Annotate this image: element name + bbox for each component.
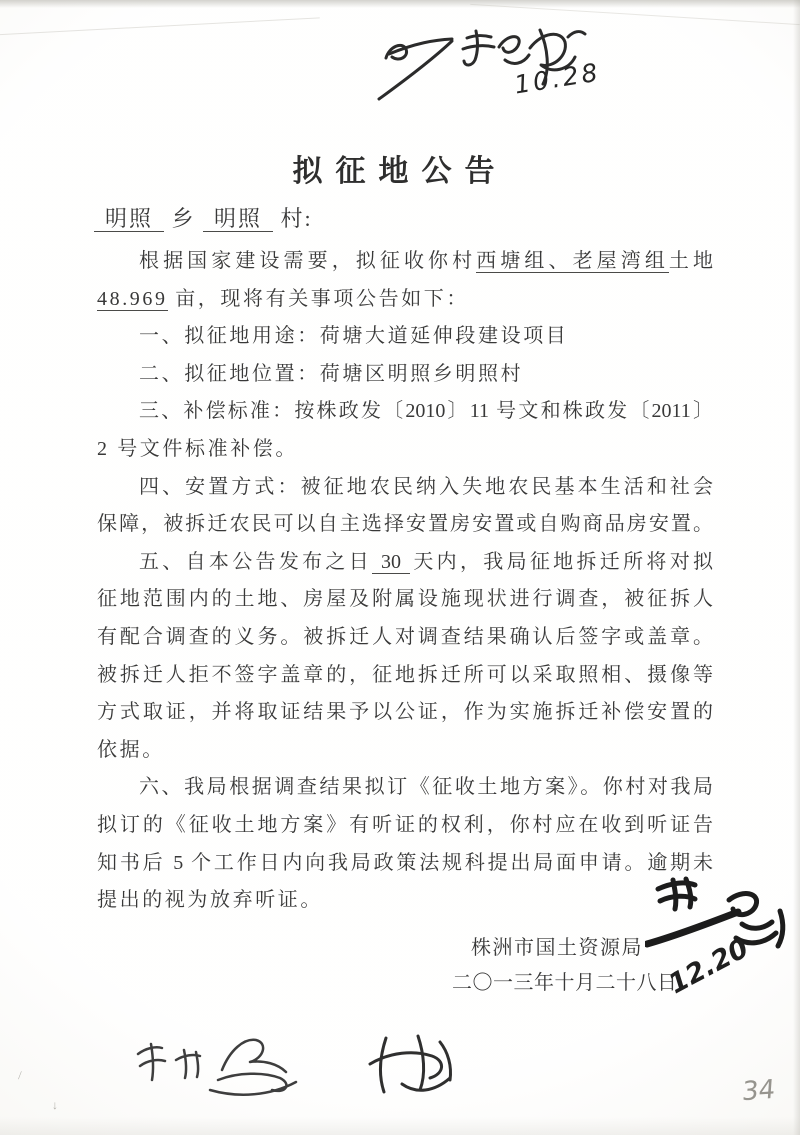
text-segment: 天内，我局征地拆迁所将对拟	[410, 550, 714, 573]
body-line	[97, 807, 713, 845]
body-line	[97, 356, 713, 394]
body-line	[97, 431, 713, 469]
underlined-text: 明照	[203, 206, 273, 232]
body-line	[97, 694, 713, 732]
body-line	[97, 506, 713, 544]
body-line	[97, 769, 713, 807]
body-line	[97, 318, 713, 356]
handwritten-date-note: 10.28	[512, 57, 603, 100]
body-line	[97, 243, 713, 281]
salutation-line	[94, 202, 313, 233]
pencil-mark: ↓	[52, 1098, 58, 1112]
paper-crease	[0, 17, 320, 35]
text-segment: 三、补偿标准：按株政发〔2010〕11 号文和株政发〔2011〕	[139, 400, 713, 423]
page-number: 34	[740, 1074, 777, 1108]
text-segment: 一、拟征地用途：荷塘大道延伸段建设项目	[139, 325, 569, 348]
text-segment: 保障，被拆迁农民可以自主选择安置房安置或自购商品房安置。	[97, 513, 713, 536]
text-segment: 被拆迁人拒不签字盖章的，征地拆迁所可以采取照相、摄像等	[97, 663, 713, 686]
text-segment: 拟订的《征收土地方案》有听证的权利，你村应在收到听证告	[97, 813, 713, 836]
body-line	[97, 281, 713, 319]
handwritten-approval-note	[645, 872, 797, 1004]
underlined-text: 30	[372, 551, 410, 574]
issue-date: 二〇一三年十月二十八日	[452, 972, 678, 994]
text-segment: 五、自本公告发布之日	[139, 550, 373, 573]
body-line	[97, 581, 713, 619]
body-line	[97, 393, 713, 431]
underlined-text: 西塘组、老屋湾组	[476, 250, 669, 272]
text-segment: 土地	[668, 250, 714, 272]
body-line	[97, 657, 713, 695]
text-segment: 依据。	[97, 738, 165, 761]
scan-bottom-smudge	[0, 1117, 800, 1135]
issuing-authority: 株洲市国土资源局	[471, 937, 643, 959]
handwritten-signature-middle	[358, 1030, 468, 1100]
body-line	[97, 469, 713, 507]
body-line	[97, 619, 713, 657]
body-line	[97, 732, 713, 770]
text-segment: 四、安置方式：被征地农民纳入失地农民基本生活和社会	[139, 475, 713, 498]
underlined-text: 明照	[94, 206, 164, 232]
text-segment: 二、拟征地位置：荷塘区明照乡明照村	[139, 362, 524, 385]
text-segment: 根据国家建设需要，拟征收你村	[139, 250, 477, 272]
document-body	[97, 243, 713, 920]
text-segment: 2 号文件标准补偿。	[97, 437, 298, 460]
document-title: 拟征地公告	[292, 155, 508, 189]
handwritten-marker-date: 12.20	[663, 932, 754, 1001]
text-segment: 知书后 5 个工作日内向我局政策法规科提出局面申请。逾期未	[97, 851, 713, 874]
body-line	[97, 544, 713, 582]
text-segment: 方式取证，并将取证结果予以公证，作为实施拆迁补偿安置的	[97, 701, 713, 724]
pencil-mark: \	[14, 1068, 26, 1082]
text-segment: 有配合调查的义务。被拆迁人对调查结果确认后签字或盖章。	[97, 625, 713, 648]
text-segment: 乡	[164, 206, 204, 231]
text-segment: 亩，现将有关事项公告如下：	[167, 287, 470, 310]
scan-top-edge	[0, 0, 800, 8]
text-segment: 征地范围内的土地、房屋及附属设施现状进行调查，被征拆人	[97, 588, 713, 611]
text-segment: 提出的视为放弃听证。	[97, 889, 323, 912]
text-segment: 六、我局根据调查结果拟订《征收土地方案》。你村对我局	[139, 776, 713, 799]
body-line	[97, 882, 713, 920]
body-line	[97, 845, 713, 883]
text-segment: 村:	[273, 206, 313, 231]
handwritten-signature-left	[120, 1028, 320, 1098]
underlined-text: 48.969	[97, 287, 168, 310]
